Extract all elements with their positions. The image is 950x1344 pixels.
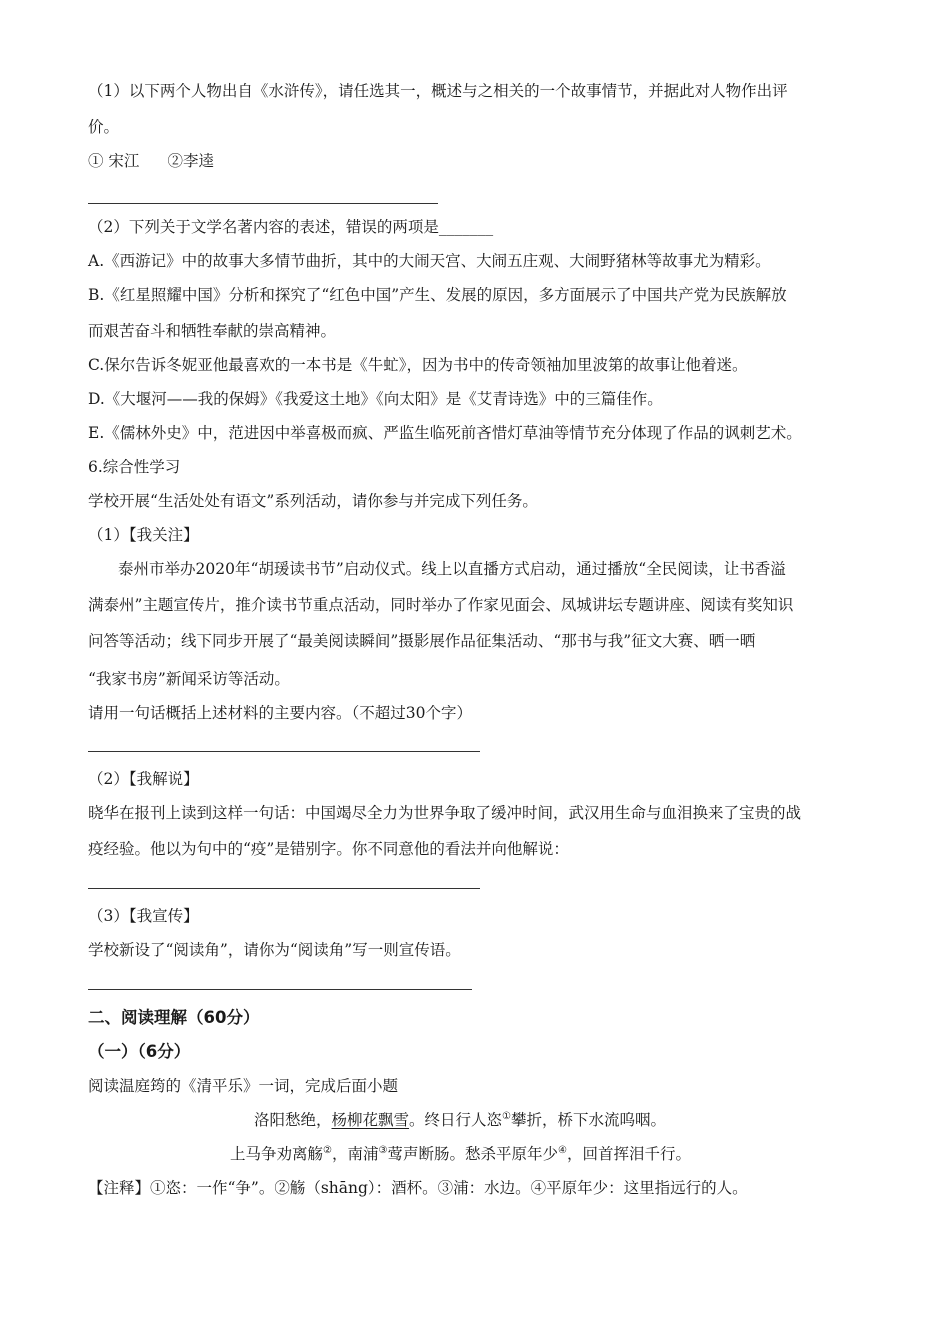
material-line3: 问答等活动；线下同步开展了“最美阅读瞬间”摄影展作品征集活动、“那书与我”征文大赛、晒一晒 <box>88 632 756 650</box>
material-line2: 满泰州”主题宣传片，推介读书节重点活动，同时举办了作家见面会、凤城讲坛专题讲座、阅读有奖知识 <box>88 596 794 614</box>
option-song-jiang: ① 宋江 <box>88 152 140 170</box>
option-c: C.保尔告诉冬妮亚他最喜欢的一本书是《牛虻》，因为书中的传奇领袖加里波第的故事让他着迷。 <box>88 356 748 374</box>
q6-task1: 请用一句话概括上述材料的主要内容。（不超过30个字） <box>88 704 472 722</box>
reading-intro: 阅读温庭筠的《清平乐》一词，完成后面小题 <box>88 1077 399 1095</box>
q5-sub1-line1: （1）以下两个人物出自《水浒传》，请任选其一，概述与之相关的一个故事情节，并据此对人物作出评 <box>88 82 788 100</box>
material-line1: 泰州市举办2020年“胡瑗读书节”启动仪式。线上以直播方式启动，通过播放“全民阅读，让书香溢 <box>118 560 786 578</box>
poem-line2: 上马争劝离觞②，南浦③莺声断肠。愁杀平原年少④，回首挥泪千行。 <box>230 1144 691 1163</box>
q5-sub2: （2）下列关于文学名著内容的表述，错误的两项是_______ <box>88 218 494 236</box>
q5-sub1-line2: 价。 <box>88 118 120 136</box>
option-b-line2: 而艰苦奋斗和牺牲奉献的崇高精神。 <box>88 322 337 340</box>
option-e: E.《儒林外史》中，范进因中举喜极而疯、严监生临死前吝惜灯草油等情节充分体现了作品的讽刺艺术。 <box>88 424 802 442</box>
option-b-line1: B.《红星照耀中国》分析和探究了“红色中国”产生、发展的原因，多方面展示了中国共产党为民族解放 <box>88 286 787 304</box>
q6-sub2-line2: 疫经验。他以为句中的“疫”是错别字。你不同意他的看法并向他解说： <box>88 840 569 858</box>
option-a: A.《西游记》中的故事大多情节曲折，其中的大闹天宫、大闹五庄观、大闹野猪林等故事尤为精彩。 <box>88 252 771 270</box>
q6-intro: 学校开展“生活处处有语文”系列活动，请你参与并完成下列任务。 <box>88 492 538 510</box>
part-one-title: （一）（6分） <box>88 1042 191 1061</box>
annotation-note: 【注释】①恣：一作“争”。②觞（shāng）：酒杯。③浦：水边。④平原年少：这里指远行的人。 <box>88 1179 748 1197</box>
q6-sub2-heading: （2）【我解说】 <box>88 770 199 788</box>
note-marker: ③ <box>378 1144 388 1156</box>
q5-options <box>88 150 214 172</box>
note-marker: ① <box>502 1110 512 1122</box>
answer-line[interactable] <box>88 751 480 752</box>
section-two-title: 二、阅读理解（60分） <box>88 1008 260 1027</box>
q6-sub3-heading: （3）【我宣传】 <box>88 907 199 925</box>
q6-sub1-heading: （1）【我关注】 <box>88 526 199 544</box>
answer-line[interactable] <box>88 203 438 204</box>
note-marker: ④ <box>557 1144 567 1156</box>
answer-line[interactable] <box>88 888 480 889</box>
q6-sub2-line1: 晓华在报刊上读到这样一句话：中国竭尽全力为世界争取了缓冲时间，武汉用生命与血泪换来了宝贵的战 <box>88 804 802 822</box>
note-marker: ② <box>323 1144 332 1156</box>
option-li-kui: ②李逵 <box>167 152 214 170</box>
option-d: D.《大堰河——我的保姆》《我爱这土地》《向太阳》是《艾青诗选》中的三篇佳作。 <box>88 390 663 408</box>
poem-line1: 洛阳愁绝，杨柳花飘雪。终日行人恣①攀折，桥下水流呜咽。 <box>254 1110 667 1129</box>
q6-title: 6.综合性学习 <box>88 458 181 476</box>
q6-sub3-task: 学校新设了“阅读角”，请你为“阅读角”写一则宣传语。 <box>88 941 461 959</box>
material-line4: “我家书房”新闻采访等活动。 <box>88 670 290 688</box>
underlined-phrase: 杨柳花飘雪 <box>331 1111 410 1129</box>
answer-line[interactable] <box>88 989 472 990</box>
